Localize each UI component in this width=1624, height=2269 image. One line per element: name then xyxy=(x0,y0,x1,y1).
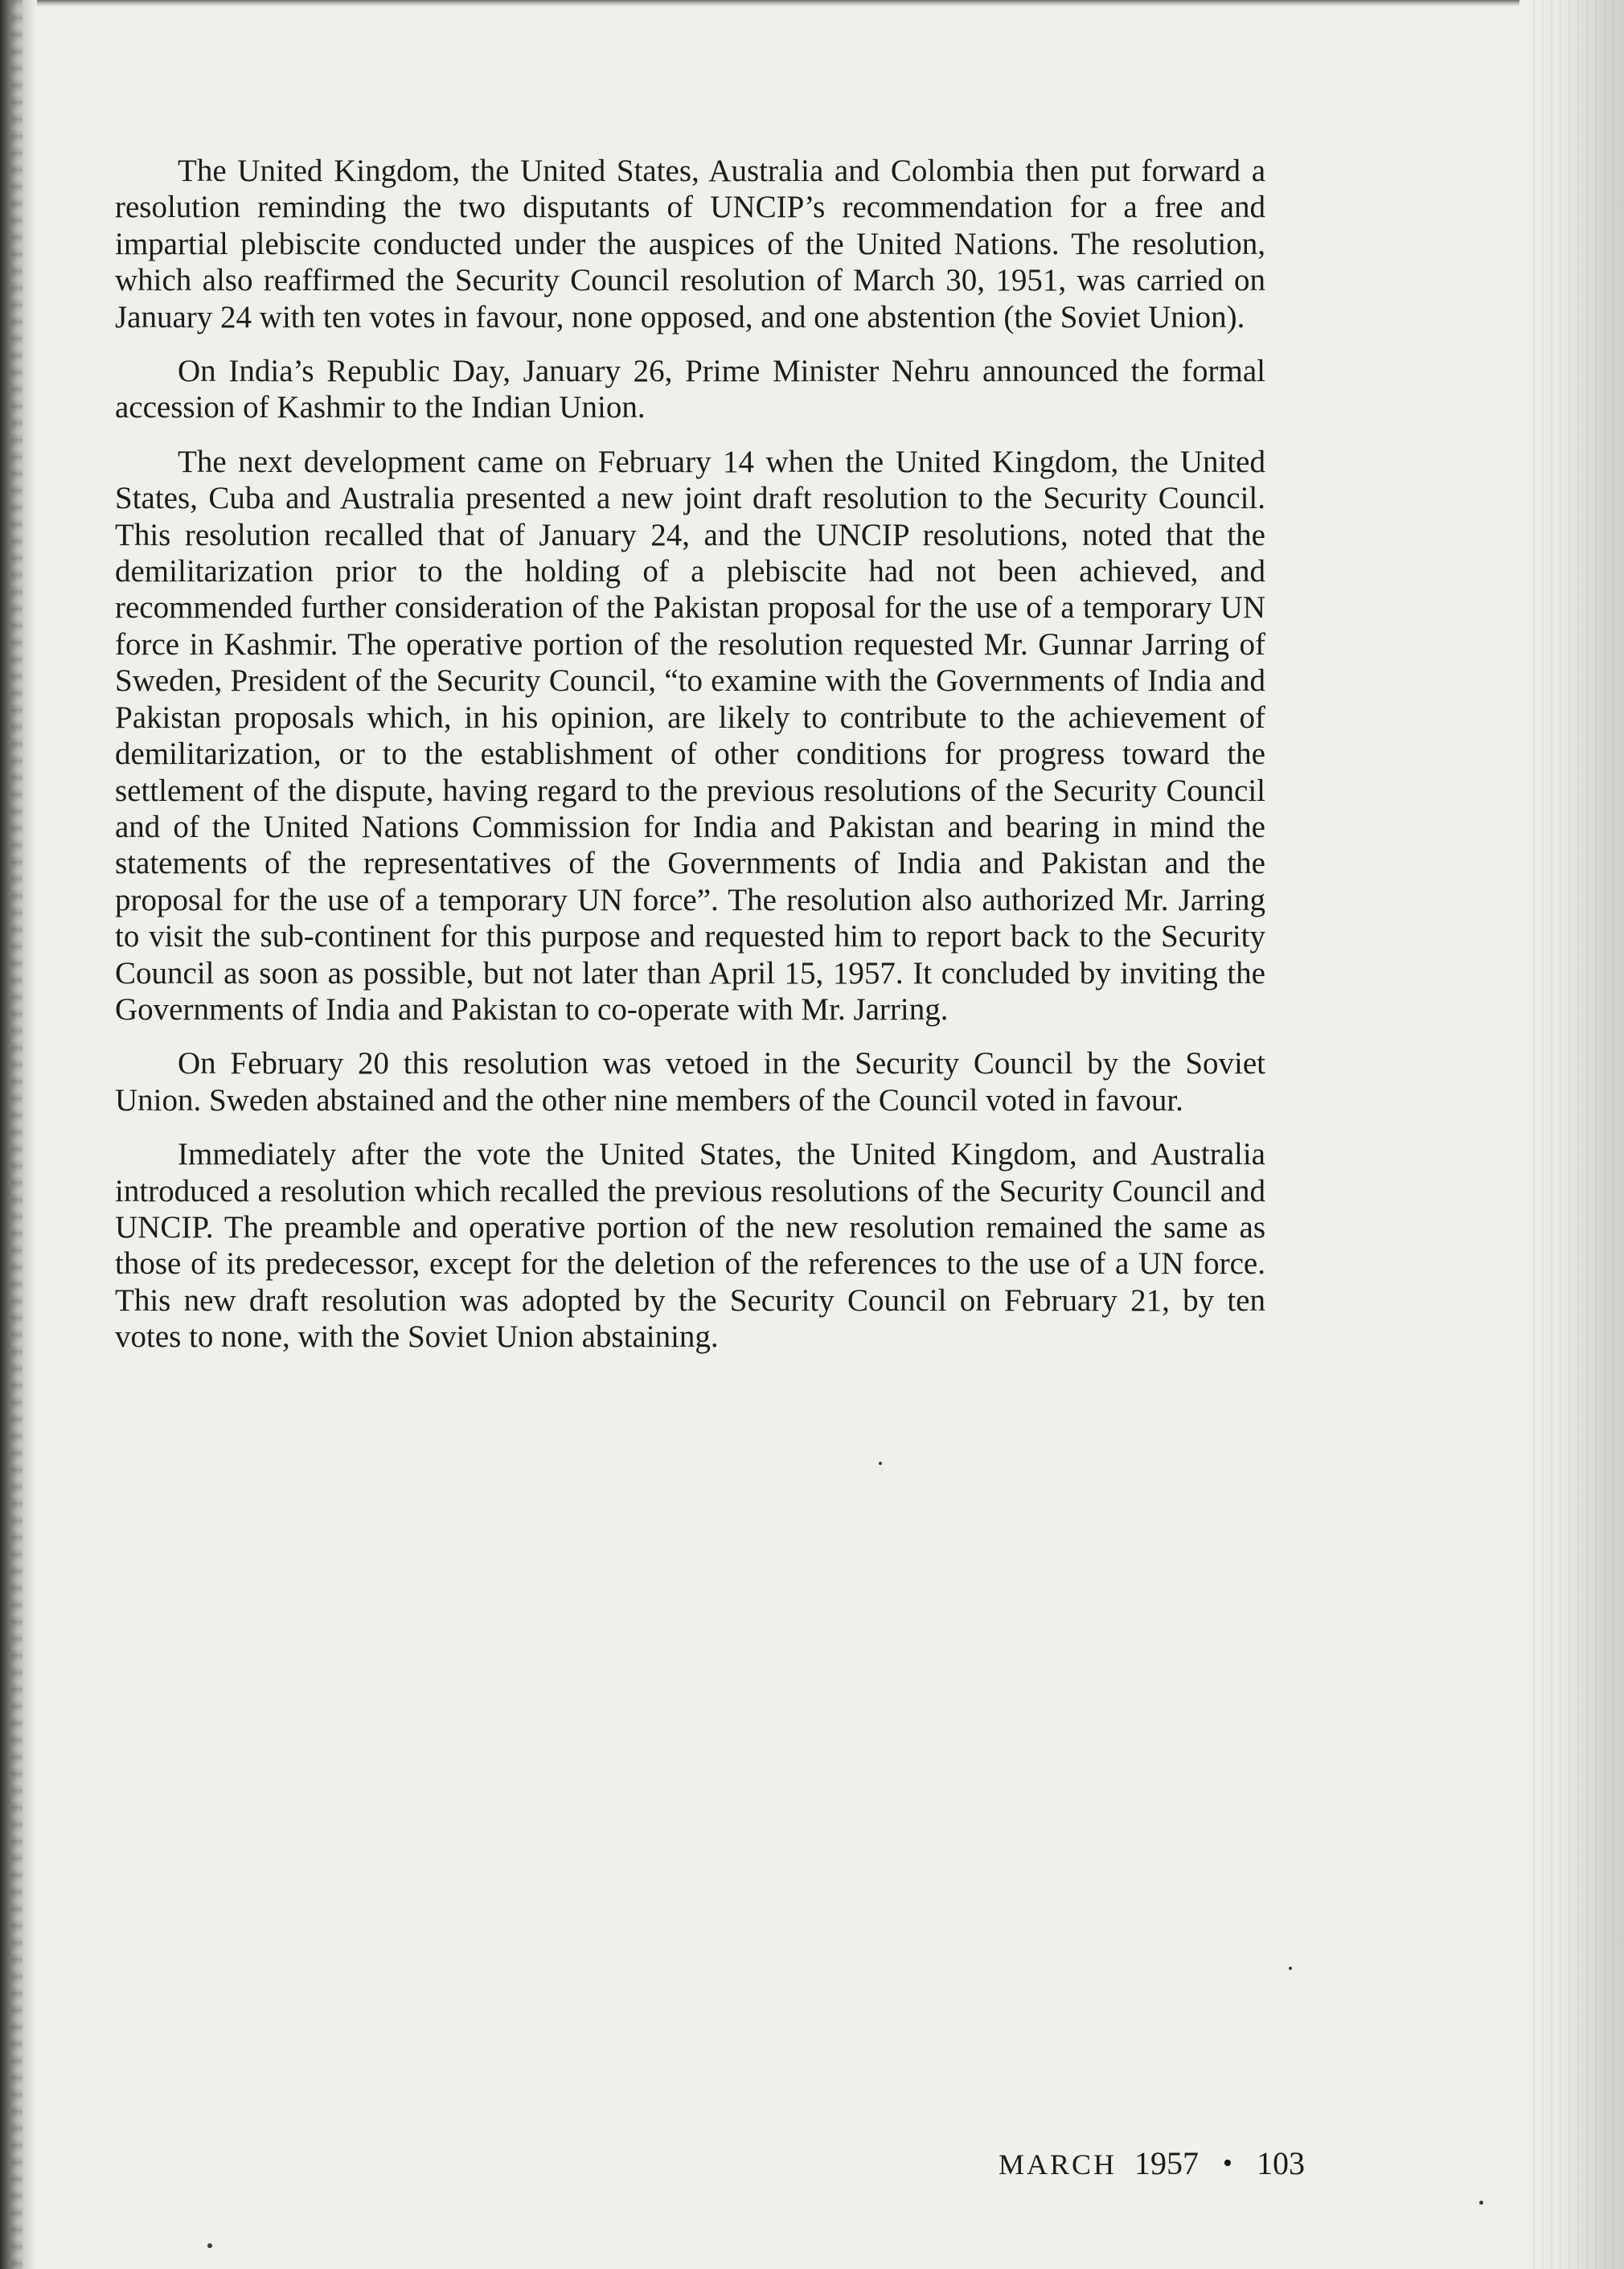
paragraph-joint-draft-resolution: The next development came on February 14 when the United Kingdom, the United States, Cuba and Australia presented a new joint draft resolution to the Security Council. This resolution recalled that of January 24, and the UNCIP resolutions, noted that the demilitarization prior to the holding of a plebiscite had not been achieved, and recommended further consideration of the Pakistan proposal for the use of a temporary UN force in Kashmir. The operative portion of the resolution requested Mr. Gunnar Jarring of Sweden, President of the Security Council, “to examine with the Governments of India and Pakistan proposals which, in his opinion, are likely to contribute to the achievement of demilitarization, or to the establishment of other conditions for progress toward the settlement of the dispute, having regard to the previous resolutions of the Security Council and of the United Nations Commission for India and Pakistan and bearing in mind the statements of the representatives of the Governments of India and Pakistan and the proposal for the use of a temporary UN force”. The resolution also authorized Mr. Jarring to visit the sub-continent for this purpose and requested him to report back to the Security Council as soon as possible, but not later than April 15, 1957. It concluded by inviting the Governments of India and Pakistan to co-operate with Mr. Jarring. xyxy=(115,444,1265,1027)
footer-month: MARCH xyxy=(999,2148,1118,2181)
paragraph-new-resolution-adopted: Immediately after the vote the United States, the United Kingdom, and Australia introduced a resolution which recalled the previous resolutions of the Security Council and UNCIP. The preamble and operative portion of the new resolution remained the same as those of its predecessor, except for the deletion of the references to the use of a UN force. This new draft resolution was adopted by the Security Council on February 21, by ten votes to none, with the Soviet Union abstaining. xyxy=(115,1137,1265,1355)
scan-left-edge-texture xyxy=(11,0,23,2269)
paragraph-soviet-veto: On February 20 this resolution was vetoed in the Security Council by the Soviet Union. Sweden abstained and the other nine members of the Council voted in favour. xyxy=(115,1046,1265,1118)
scan-speck xyxy=(207,2243,212,2248)
article-body xyxy=(115,153,1265,1373)
page-footer xyxy=(999,2144,1305,2184)
paragraph-republic-day: On India’s Republic Day, January 26, Prime Minister Nehru announced the formal accession of Kashmir to the Indian Union. xyxy=(115,354,1265,425)
scan-top-edge xyxy=(0,0,1624,6)
scan-right-edge-texture xyxy=(1526,0,1614,2269)
footer-separator-bullet: • xyxy=(1223,2148,1232,2178)
scan-speck xyxy=(1289,1967,1292,1970)
scan-speck xyxy=(1479,2201,1483,2205)
page-number: 103 xyxy=(1256,2145,1305,2181)
paragraph-uncip-resolution: The United Kingdom, the United States, Australia and Colombia then put forward a resolution reminding the two disputants of UNCIP’s recommendation for a free and impartial plebiscite conducted under the auspices of the United Nations. The resolution, which also reaffirmed the Security Council resolution of March 30, 1951, was carried on January 24 with ten votes in favour, none opposed, and one abstention (the Soviet Union). xyxy=(115,154,1265,334)
footer-year: 1957 xyxy=(1134,2145,1200,2181)
scan-speck xyxy=(879,1462,882,1465)
